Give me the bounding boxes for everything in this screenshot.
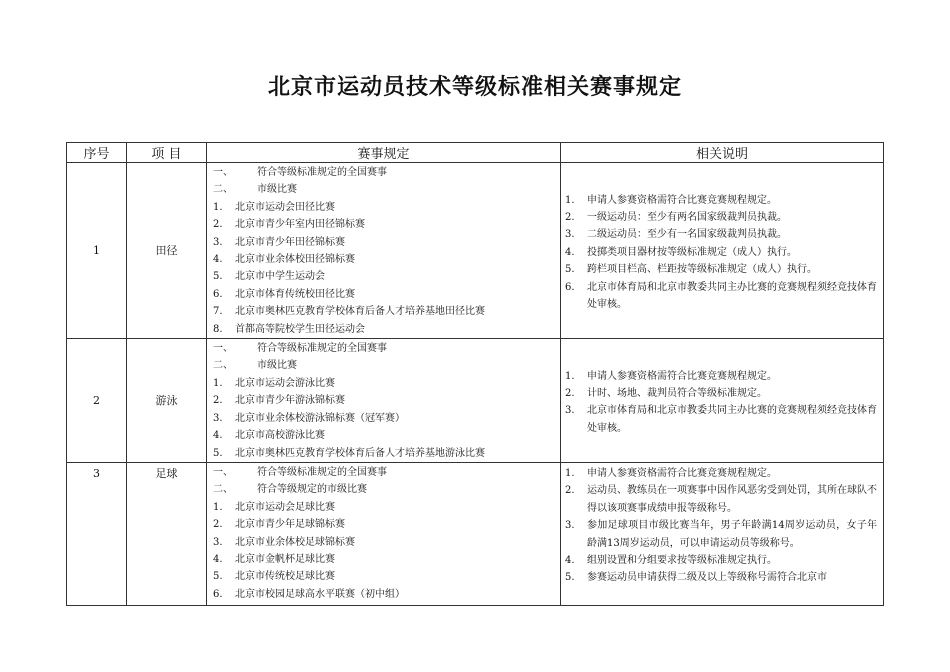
event-item-text: 符合等级标准规定的全国赛事	[257, 167, 387, 178]
event-item	[213, 340, 560, 357]
note-item-number: 3.	[565, 520, 575, 532]
note-item	[565, 402, 877, 437]
event-item	[213, 286, 560, 303]
regulations-table	[66, 142, 884, 606]
table-row	[67, 163, 884, 339]
event-item-text: 北京市青少年足球锦标赛	[235, 519, 345, 531]
event-item	[213, 499, 560, 516]
sport-name: 田径	[127, 163, 207, 339]
event-item-text: 北京市中学生运动会	[235, 271, 325, 283]
note-item-text: 一级运动员：至少有两名国家级裁判员执裁。	[587, 212, 787, 224]
event-item	[213, 392, 560, 409]
event-item	[213, 199, 560, 216]
event-item-text: 市级比赛	[257, 360, 297, 372]
event-item-number: 1.	[213, 201, 223, 213]
event-item-text: 符合等级标准规定的全国赛事	[257, 343, 387, 355]
event-item	[213, 534, 560, 551]
event-item-number: 8.	[213, 323, 223, 335]
event-item-number: 2.	[213, 219, 223, 231]
notes-cell	[561, 339, 884, 463]
event-item-text: 北京市业余体校游泳锦标赛（冠军赛）	[235, 412, 405, 424]
event-item	[213, 321, 560, 338]
note-item	[565, 368, 877, 385]
event-item-number: 4.	[213, 254, 223, 266]
event-item-text: 北京市高校游泳比赛	[235, 430, 325, 442]
note-item	[565, 244, 877, 261]
event-item-number: 1.	[213, 377, 223, 389]
note-item	[565, 261, 877, 278]
header-notes: 相关说明	[561, 143, 884, 163]
note-item-number: 4.	[565, 246, 575, 258]
event-item-number: 2.	[213, 395, 223, 407]
event-item	[213, 445, 560, 462]
event-item-number: 5.	[213, 571, 223, 583]
note-item-text: 运动员、教练员在一项赛事中因作风恶劣受到处罚，其所在球队不得以该项赛事成绩申报等级称号。	[587, 485, 877, 514]
note-item	[565, 569, 877, 586]
header-sport: 项 目	[127, 143, 207, 163]
note-item	[565, 482, 877, 517]
table-row	[67, 462, 884, 605]
event-item	[213, 481, 560, 498]
event-rules-cell	[207, 462, 561, 605]
event-item	[213, 181, 560, 198]
event-item-text: 北京市校园足球高水平联赛（初中组）	[235, 588, 405, 600]
event-item-text: 北京市金帆杯足球比赛	[235, 553, 335, 565]
event-item-text: 北京市奥林匹克教育学校体育后备人才培养基地田径比赛	[235, 306, 485, 318]
note-item	[565, 279, 877, 314]
event-item-text: 符合等级标准规定的全国赛事	[257, 466, 387, 478]
event-item	[213, 464, 560, 481]
note-item	[565, 385, 877, 402]
note-item-number: 3.	[565, 229, 575, 241]
note-item-text: 参加足球项目市级比赛当年，男子年龄满14周岁运动员，女子年龄满13周岁运动员，可以申请运动员等级称号。	[587, 520, 877, 549]
row-number: 2	[67, 339, 127, 463]
event-rules-cell	[207, 339, 561, 463]
event-item-number: 1.	[213, 501, 223, 513]
event-item	[213, 216, 560, 233]
note-item-number: 5.	[565, 572, 575, 584]
note-item-number: 2.	[565, 388, 575, 400]
event-item-number: 5.	[213, 271, 223, 283]
event-item	[213, 251, 560, 268]
event-item-text: 符合等级规定的市级比赛	[257, 484, 367, 496]
event-item-text: 北京市业余体校田径锦标赛	[235, 254, 355, 266]
event-item	[213, 357, 560, 374]
event-item	[213, 268, 560, 285]
event-item-number: 二、	[213, 184, 233, 196]
event-item-text: 北京市体育传统校田径比赛	[235, 288, 355, 300]
note-item-number: 2.	[565, 485, 575, 497]
event-item-text: 北京市青少年游泳锦标赛	[235, 395, 345, 407]
header-number: 序号	[67, 143, 127, 163]
table-header-row	[67, 143, 884, 163]
note-item-number: 1.	[565, 370, 575, 382]
event-item	[213, 568, 560, 585]
page-title: 北京市运动员技术等级标准相关赛事规定	[267, 74, 682, 100]
event-item	[213, 303, 560, 320]
event-rules-cell	[207, 163, 561, 339]
row-number: 1	[67, 163, 127, 339]
event-item-number: 3.	[213, 236, 223, 248]
note-item-text: 申请人参赛资格需符合比赛竞赛规程规定。	[587, 370, 777, 382]
note-item-number: 5.	[565, 264, 575, 276]
note-item	[565, 209, 877, 226]
note-item-text: 投掷类项目器材按等级标准规定（成人）执行。	[587, 246, 797, 258]
note-item-text: 申请人参赛资格需符合比赛竞赛规程规定。	[587, 194, 777, 206]
note-item-text: 计时、场地、裁判员符合等级标准规定。	[587, 388, 767, 400]
notes-cell	[561, 163, 884, 339]
note-item-text: 申请人参赛资格需符合比赛竞赛规程规定。	[587, 467, 777, 479]
note-item	[565, 192, 877, 209]
event-item-text: 市级比赛	[257, 184, 297, 196]
sport-name: 足球	[127, 462, 207, 605]
note-item-number: 4.	[565, 554, 575, 566]
event-item	[213, 410, 560, 427]
event-item-number: 一、	[213, 466, 233, 478]
event-item-number: 5.	[213, 447, 223, 459]
event-item-number: 6.	[213, 288, 223, 300]
event-item-text: 北京市青少年室内田径锦标赛	[235, 219, 365, 231]
note-item-text: 参赛运动员申请获得二级及以上等级称号需符合北京市	[587, 572, 827, 584]
note-item-text: 北京市体育局和北京市教委共同主办比赛的竞赛规程须经竞技体育处审核。	[587, 281, 877, 311]
note-item-number: 2.	[565, 212, 575, 224]
event-item-number: 一、	[213, 343, 233, 355]
note-item	[565, 226, 877, 243]
note-item-text: 组别设置和分组要求按等级标准规定执行。	[587, 554, 777, 566]
event-item-text: 北京市青少年田径锦标赛	[235, 236, 345, 248]
event-item-text: 北京市运动会游泳比赛	[235, 377, 335, 389]
event-item-number: 二、	[213, 360, 233, 372]
note-item-number: 3.	[565, 405, 575, 417]
row-number: 3	[67, 462, 127, 605]
note-item-text: 二级运动员：至少有一名国家级裁判员执裁。	[587, 229, 787, 241]
event-item-number: 二、	[213, 484, 233, 496]
event-item-text: 北京市运动会足球比赛	[235, 501, 335, 513]
note-item-text: 北京市体育局和北京市教委共同主办比赛的竞赛规程须经竞技体育处审核。	[587, 405, 877, 434]
event-item-text: 北京市传统校足球比赛	[235, 571, 335, 583]
event-item	[213, 586, 560, 603]
header-event-rules: 赛事规定	[207, 143, 561, 163]
event-item-number: 3.	[213, 412, 223, 424]
event-item	[213, 375, 560, 392]
event-item-text: 北京市奥林匹克教育学校体育后备人才培养基地游泳比赛	[235, 447, 485, 459]
event-item-number: 6.	[213, 588, 223, 600]
notes-cell	[561, 462, 884, 605]
event-item	[213, 164, 560, 181]
note-item-number: 1.	[565, 467, 575, 479]
event-item-number: 4.	[213, 553, 223, 565]
event-item-number: 7.	[213, 306, 223, 318]
event-item-number: 3.	[213, 536, 223, 548]
event-item	[213, 427, 560, 444]
note-item	[565, 465, 877, 482]
event-item	[213, 234, 560, 251]
event-item-number: 4.	[213, 430, 223, 442]
event-item-text: 北京市运动会田径比赛	[235, 201, 335, 213]
note-item-text: 跨栏项目栏高、栏距按等级标准规定（成人）执行。	[587, 264, 817, 276]
note-item-number: 1.	[565, 194, 575, 206]
event-item-text: 北京市业余体校足球锦标赛	[235, 536, 355, 548]
event-item-text: 首都高等院校学生田径运动会	[235, 323, 365, 335]
sport-name: 游泳	[127, 339, 207, 463]
note-item-number: 6.	[565, 281, 575, 293]
table-row	[67, 339, 884, 463]
event-item-number: 一、	[213, 167, 233, 178]
note-item	[565, 517, 877, 552]
event-item	[213, 516, 560, 533]
event-item-number: 2.	[213, 519, 223, 531]
event-item	[213, 551, 560, 568]
note-item	[565, 552, 877, 569]
